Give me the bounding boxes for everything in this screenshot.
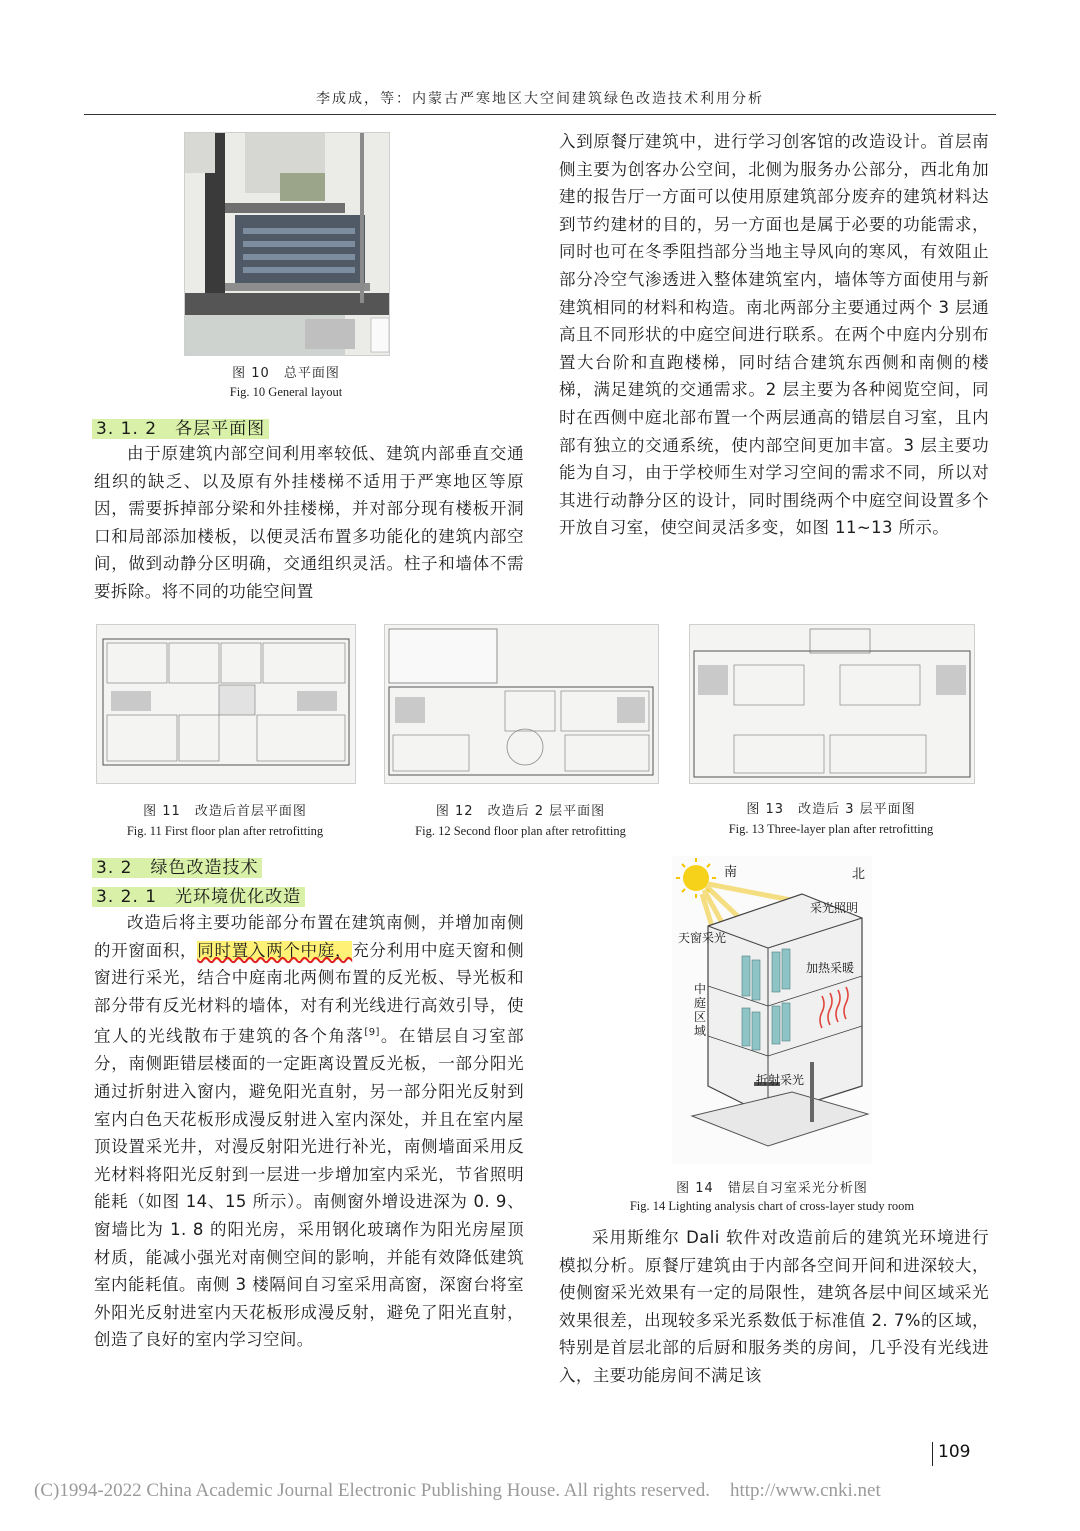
section-3-2-1-heading: 3. 2. 1 光环境优化改造 bbox=[92, 882, 305, 907]
footer-url: http://www.cnki.net bbox=[730, 1480, 881, 1501]
fig11-caption-en: Fig. 11 First floor plan after retrofitting bbox=[126, 824, 324, 838]
section-3-1-2-heading: 3. 1. 2 各层平面图 bbox=[92, 414, 269, 439]
fig12-caption-cn: 图 12 改造后 2 层平面图 bbox=[435, 804, 606, 819]
left-bottom-paragraph bbox=[94, 909, 524, 1354]
fig14-label-south: 南 bbox=[724, 865, 738, 880]
fig10-site-plan-image bbox=[184, 132, 390, 356]
fig13-caption-cn: 图 13 改造后 3 层平面图 bbox=[746, 802, 916, 817]
section-3-2-heading: 3. 2 绿色改造技术 bbox=[92, 853, 262, 878]
fig14-lighting-analysis-image bbox=[672, 856, 872, 1164]
fig14-label-lighting: 采光照明 bbox=[810, 901, 859, 915]
fig14-label-refraction: 折射采光 bbox=[756, 1073, 805, 1087]
left-bottom-text-c: 。在错层自习室部分，南侧距错层楼面的一定距离设置反光板，一部分阳光通过折射进入窗内，避免阳光直射，另一部分阳光反射到室内白色天花板形成漫反射进入室内深处，并且在室内屋顶设置采光井，对漫反射阳光进行补光，南侧墙面采用反光材料将阳光反射到一层进一步增加室内采光，节省照明能耗（如图 14、15 所示）。南侧窗外增设进深为 0. 9、窗墙比为 1. 8 的阳光房，采用钢化玻璃作为阳光房屋顶材质，能减小强光对南侧空间的影响，并能有效降低建筑室内能耗值。南侧 3 楼隔间自习室采用高窗，深窗台将室外阳光反射进室内天花板形成漫反射，避免了阳光直射，创造了良好的室内学习空间。 bbox=[94, 1026, 524, 1350]
header-rule bbox=[84, 114, 996, 115]
fig12-caption-en: Fig. 12 Second floor plan after retrofitting bbox=[415, 824, 626, 838]
right-top-paragraph: 入到原餐厅建筑中，进行学习创客馆的改造设计。首层南侧主要为创客办公空间，北侧为服务办公部分，西北角加建的报告厅一方面可以使用原建筑部分废弃的建筑材料达到节约建材的目的，另一方面也是属于必要的功能需求，同时也可在冬季阻挡部分当地主导风向的寒风，有效阻止部分冷空气渗透进入整体建筑室内，墙体等方面使用与新建筑相同的材料和构造。南北两部分主要通过两个 3 层通高且不同形状的中庭空间进行联系。在两个中庭内分别布置大台阶和直跑楼梯，同时结合建筑东西侧和南侧的楼梯，满足建筑的交通需求。2 层主要为各种阅览空间，同时在西侧中庭北部布置一个两层通高的错层自习室，且内部有独立的交通系统，使内部空间更加丰富。3 层主要功能为自习，由于学校师生对学习空间的需求不同，所以对其进行动静分区的设计，同时围绕两个中庭空间设置多个开放自习室，使空间灵活多变，如图 11~13 所示。 bbox=[559, 132, 989, 538]
fig11-first-floor-plan-image bbox=[96, 624, 356, 784]
page-number: 109 bbox=[938, 1442, 971, 1462]
fig12-second-floor-plan-image bbox=[384, 624, 659, 784]
right-bottom-paragraph: 采用斯维尔 Dali 软件对改造前后的建筑光环境进行模拟分析。原餐厅建筑由于内部各空间开间和进深较大，使侧窗采光效果有一定的局限性，建筑各层中间区域采光效果很差，出现较多采光系数低于标准值 2. 7%的区域，特别是首层北部的后厨和服务类的房间，几乎没有光线进入，主要功能房间不满足该 bbox=[559, 1228, 989, 1385]
citation-ref: [9] bbox=[364, 1027, 380, 1039]
fig11-caption-cn: 图 11 改造后首层平面图 bbox=[143, 804, 307, 819]
fig10-caption-en: Fig. 10 General layout bbox=[229, 385, 343, 399]
fig10-caption-cn: 图 10 总平面图 bbox=[232, 366, 340, 381]
left-bottom-text-b: 充分利用中庭天窗和侧窗进行采光，结合中庭南北两侧布置的反光板、导光板和部分带有反光材料的墙体，对有利光线进行高效引导，使宜人的光线散布于建筑的各个角落 bbox=[94, 940, 525, 1046]
left-bottom-text-a: 改造后将主要功能部分布置在建筑南侧，并增加南侧的开窗面积， bbox=[94, 913, 524, 960]
fig14-label-skylight: 天窗采光 bbox=[678, 931, 727, 945]
page-number-bracket bbox=[932, 1442, 933, 1466]
left-mid-paragraph: 由于原建筑内部空间利用率较低、建筑内部垂直交通组织的缺乏、以及原有外挂楼梯不适用于严寒地区等原因，需要拆掉部分梁和外挂楼梯，并对部分现有楼板开洞口和局部添加楼板，以便灵活布置多功能化的建筑内部空间，做到动静分区明确，交通组织灵活。柱子和墙体不需要拆除。将不同的功能空间置 bbox=[94, 444, 524, 601]
footer-copyright: (C)1994-2022 China Academic Journal Electronic Publishing House. All rights reserved. bbox=[34, 1480, 710, 1501]
fig13-third-floor-plan-image bbox=[689, 624, 975, 784]
fig14-caption-en: Fig. 14 Lighting analysis chart of cross-layer study room bbox=[629, 1199, 915, 1213]
fig13-caption-en: Fig. 13 Three-layer plan after retrofitting bbox=[728, 822, 934, 836]
fig14-label-heating: 加热采暖 bbox=[806, 961, 855, 975]
left-bottom-highlight: 同时置入两个中庭， bbox=[197, 940, 353, 960]
fig14-label-atrium: 中庭区域 bbox=[694, 982, 707, 1038]
fig14-label-north: 北 bbox=[852, 867, 866, 882]
fig14-caption-cn: 图 14 错层自习室采光分析图 bbox=[676, 1181, 868, 1196]
running-header: 李成成，等：内蒙古严寒地区大空间建筑绿色改造技术利用分析 bbox=[316, 91, 764, 107]
